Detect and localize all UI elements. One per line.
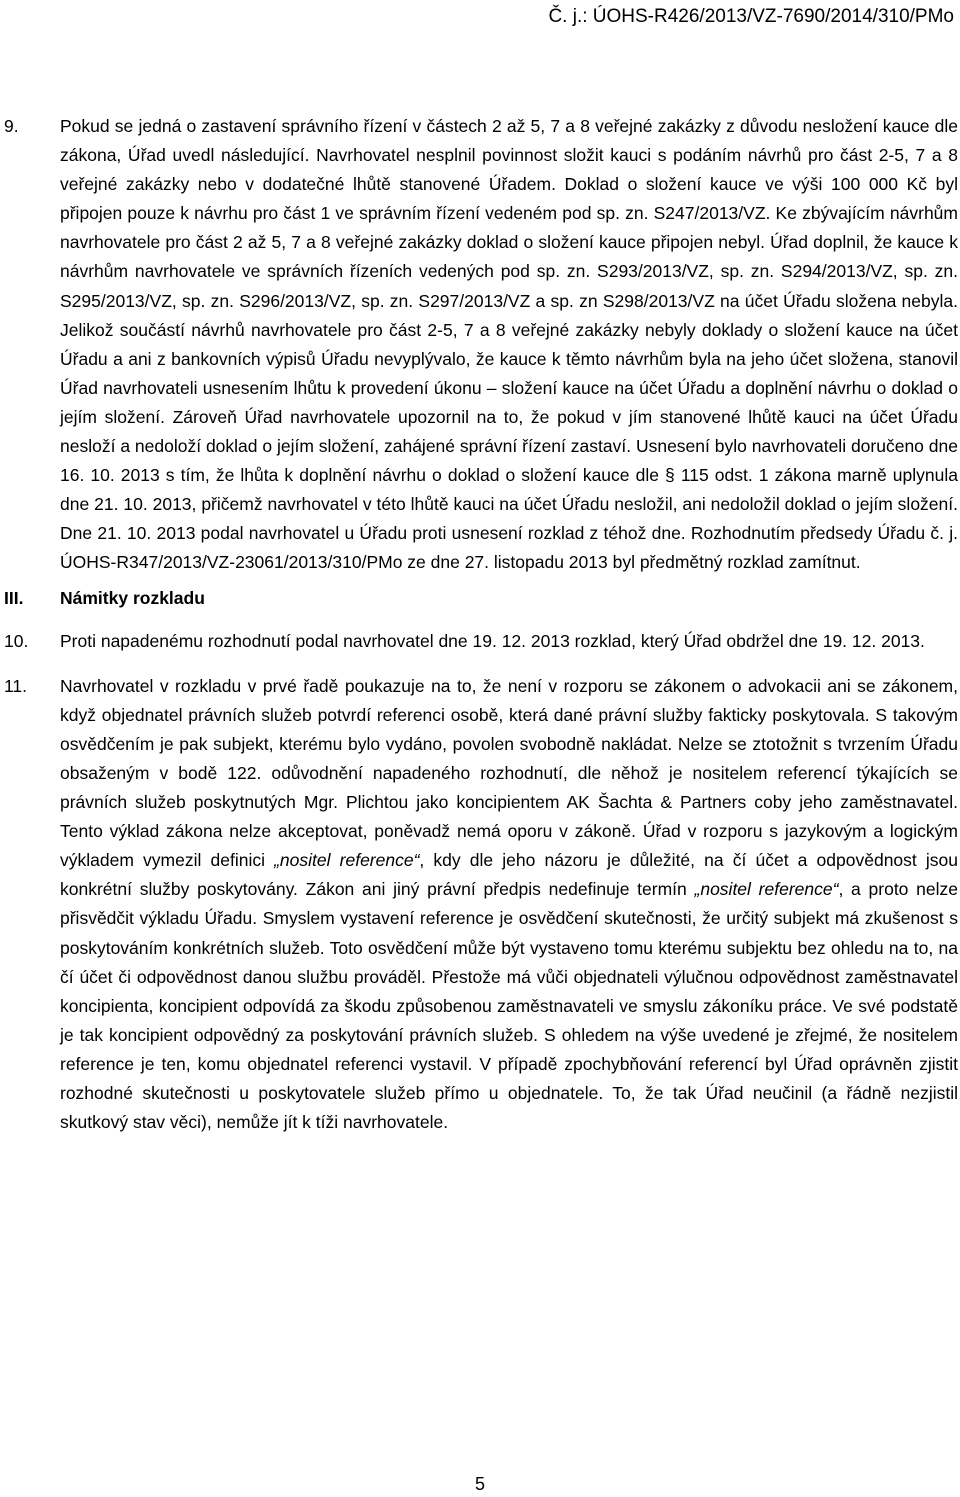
- document-reference: Č. j.: ÚOHS-R426/2013/VZ-7690/2014/310/PMo: [548, 6, 954, 27]
- section-title: Námitky rozkladu: [60, 587, 205, 608]
- paragraph-text-part-b: , kdy dle jeho názoru je důležité, na čí účet a odpovědnost jsou konkrétní služby poskytovány. Zákon ani jiný právní předpis nedefinuje termín: [60, 850, 958, 900]
- paragraph-text: Pokud se jedná o zastavení správního řízení v částech 2 až 5, 7 a 8 veřejné zakázky z důvodu nesložení kauce dle zákona, Úřad uvedl následující. Navrhovatel nesplnil povinnost složit kauci s podáním návrhů pro část 2-5, 7 a 8 veřejné zakázky nebo v dodatečné lhůtě stanovené Úřadem. Doklad o složení kauce ve výši 100 000 Kč byl připojen pouze k návrhu pro část 1 ve správním řízení vedeném pod sp. zn. S247/2013/VZ. Ke zbývajícím návrhům navrhovatele pro část 2 až 5, 7 a 8 veřejné zakázky doklad o složení kauce připojen nebyl. Úřad doplnil, že kauce k návrhům navrhovatele ve správních řízeních vedených pod sp. zn. S293/2013/VZ, sp. zn. S294/2013/VZ, sp. zn. S295/2013/VZ, sp. zn. S296/2013/VZ, sp. zn. S297/2013/VZ a sp. zn S298/2013/VZ na účet Úřadu složena nebyla. Jelikož součástí návrhů navrhovatele pro část 2-5, 7 a 8 veřejné zakázky nebyly doklady o složení kauce na účet Úřadu a ani z bankovních výpisů Úřadu nevyplývalo, že kauce k těmto návrhům byla na jeho účet složena, stanovil Úřad navrhovateli usnesením lhůtu k provedení úkonu – složení kauce na účet Úřadu a doplnění návrhu o doklad o jejím složení. Zároveň Úřad navrhovatele upozornil na to, že pokud v jím stanovené lhůtě kauci na účet Úřadu nesloží a nedoloží doklad o jejím složení, zahájené správní řízení zastaví. Usnesení bylo navrhovateli doručeno dne 16. 10. 2013 s tím, že lhůta k doplnění návrhu o doklad o složení kauce dle § 115 odst. 1 zákona marně uplynula dne 21. 10. 2013, přičemž navrhovatel v této lhůtě kauci na účet Úřadu nesložil, ani nedoložil doklad o jejím složení. Dne 21. 10. 2013 podal navrhovatel u Úřadu proti usnesení rozklad z téhož dne. Rozhodnutím předsedy Úřadu č. j. ÚOHS-R347/2013/VZ-23061/2013/310/PMo ze dne 27. listopadu 2013 byl předmětný rozklad zamítnut.: [60, 116, 958, 573]
- paragraph-text-part-c: , a proto nelze přisvědčit výkladu Úřadu. Smyslem vystavení reference je osvědčení skutečnosti, že určitý subjekt má zkušenost s poskytováním konkrétních služeb. Toto osvědčení může být vystaveno tomu kterému subjektu bez ohledu na to, na čí účet či odpovědnost danou službu prováděl. Přestože má vůči objednateli výlučnou odpovědnost zaměstnavatel koncipienta, koncipient odpovídá za škodu způsobenou zaměstnavateli ve smyslu zákoníku práce. Ve své podstatě je tak koncipient odpovědný za poskytování právních služeb. S ohledem na výše uvedené je zřejmé, že nositelem reference je ten, komu objednatel referenci vystavil. V případě zpochybňování referencí byl Úřad oprávněn zjistit rozhodné skutečnosti u poskytovatele služeb přímo u objednatele. To, že tak Úřad neučinil (a řádně nezjistil skutkový stav věci), nemůže jít k tíži navrhovatele.: [60, 879, 958, 1133]
- paragraph-9: [0, 112, 960, 578]
- paragraph-number: 9.: [4, 116, 19, 136]
- paragraph-number: 11.: [4, 675, 28, 696]
- document-body: [0, 112, 960, 1137]
- paragraph-text-part-a: Navrhovatel v rozkladu v prvé řadě poukazuje na to, že není v rozporu se zákonem o advokacii ani se zákonem, když objednatel právních služeb potvrdí referenci osobě, která dané právní služby fakticky poskytovala. S takovým osvědčením je pak subjekt, kterému bylo vydáno, povolen svobodně nakládat. Nelze se ztotožnit s tvrzením Úřadu obsaženým v bodě 122. odůvodnění napadeného rozhodnutí, dle něhož je nositelem referencí týkajících se právních služeb poskytnutých Mgr. Plichtou jako koncipientem AK Šachta & Partners coby jeho zaměstnavatel. Tento výklad zákona nelze akceptovat, poněvadž nemá oporu v zákoně. Úřad v rozporu s jazykovým a logickým výkladem vymezil definici: [60, 675, 958, 871]
- paragraph-text: [60, 672, 958, 1138]
- paragraph-11: [0, 672, 960, 1138]
- section-number: III.: [4, 587, 24, 608]
- term-nositel-reference: „nositel reference“: [694, 879, 839, 900]
- section-heading-iii: [0, 584, 960, 613]
- page-number: 5: [474, 1474, 485, 1494]
- term-nositel-reference: „nositel reference“: [274, 850, 420, 871]
- paragraph-10: [0, 627, 960, 656]
- paragraph-number: 10.: [4, 630, 29, 651]
- paragraph-text: Proti napadenému rozhodnutí podal navrhovatel dne 19. 12. 2013 rozklad, který Úřad obdržel dne 19. 12. 2013.: [60, 630, 925, 651]
